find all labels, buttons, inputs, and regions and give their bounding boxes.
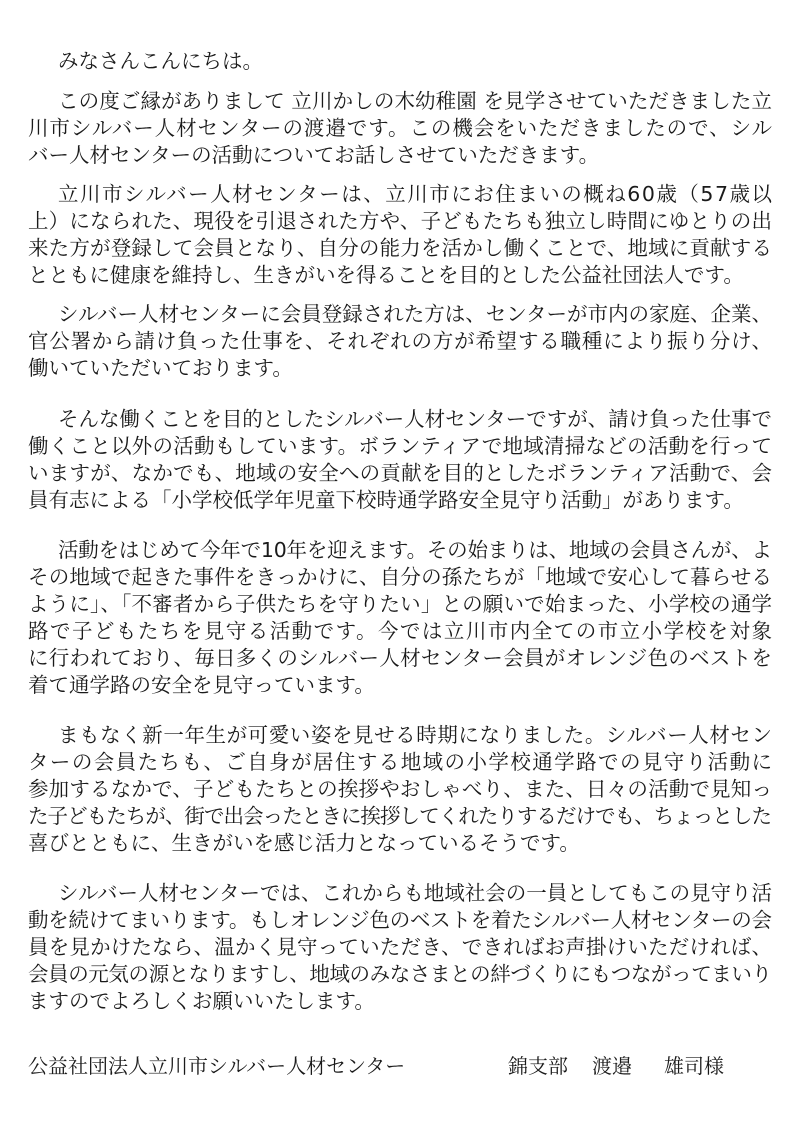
paragraph-line: ように」、「不審者から子供たちを守りたい」との願いで始まった、小学校の通学 bbox=[28, 592, 773, 616]
paragraph-line: ターの会員たちも、ご自身が居住する地域の小学校通学路での見守り活動に bbox=[28, 750, 774, 774]
paragraph-line: 員有志による「小学校低学年児童下校時通学路安全見守り活動」があります。 bbox=[28, 488, 744, 512]
paragraph-line: 員を見かけたなら、温かく見守っていただき、できればお声掛けいただければ、 bbox=[28, 935, 773, 959]
signature-given-name: 雄司様 bbox=[664, 1054, 724, 1078]
paragraph-line: に行われており、毎日多くのシルバー人材センター会員がオレンジ色のベストを bbox=[28, 646, 773, 670]
paragraph-line: そんな働くことを目的としたシルバー人材センターですが、請け負った仕事で bbox=[58, 407, 772, 431]
paragraph-line: シルバー人材センターでは、これからも地域社会の一員としてもこの見守り活 bbox=[58, 881, 772, 905]
paragraph-line: 来た方が登録して会員となり、自分の能力を活かし働くことで、地域に貢献する bbox=[28, 236, 773, 260]
paragraph-line: 喜びとともに、生きがいを感じ活力となっているそうです。 bbox=[28, 831, 580, 855]
greeting: みなさんこんにちは。 bbox=[58, 49, 263, 73]
paragraph-line: 会員の元気の源となりますし、地域のみなさまとの絆づくりにもつながってまいり bbox=[28, 962, 772, 986]
paragraph-line: 働くこと以外の活動もしています。ボランティアで地域清掃などの活動を行って bbox=[28, 434, 773, 458]
paragraph-line: この度ご縁がありまして 立川かしの木幼稚園 を見学させていただきました立 bbox=[58, 89, 773, 113]
signature-branch: 錦支部 bbox=[508, 1054, 568, 1078]
paragraph-line: 着て通学路の安全を見守っています。 bbox=[28, 673, 375, 697]
paragraph-line: まもなく新一年生が可愛い姿を見せる時期になりました。シルバー人材セン bbox=[58, 723, 773, 747]
signature-organization: 公益社団法人立川市シルバー人材センター bbox=[28, 1054, 406, 1078]
paragraph-line: 路で子どもたちを見守る活動です。今では立川市内全ての市立小学校を対象 bbox=[28, 619, 774, 643]
paragraph-line: その地域で起きた事件をきっかけに、自分の孫たちが「地域で安心して暮らせる bbox=[28, 565, 773, 589]
paragraph-line: 官公署から請け負った仕事を、それぞれの方が希望する職種により振り分け、 bbox=[28, 329, 773, 353]
paragraph-line: た子どもたちが、街で出会ったときに挨拶してくれたりするだけでも、ちょっとした bbox=[28, 804, 772, 828]
paragraph-line: 活動をはじめて今年で10年を迎えます。その始まりは、地域の会員さんが、よ bbox=[58, 538, 772, 562]
signature-surname: 渡邉 bbox=[592, 1054, 632, 1078]
paragraph-line: ますのでよろしくお願いいたします。 bbox=[28, 989, 375, 1013]
paragraph-line: いますが、なかでも、地域の安全への貢献を目的としたボランティア活動で、会 bbox=[28, 461, 773, 485]
paragraph-line: 川市シルバー人材センターの渡邉です。この機会をいただきましたので、シル bbox=[28, 116, 773, 140]
paragraph-line: バー人材センターの活動についてお話しさせていただきます。 bbox=[28, 143, 600, 167]
paragraph-line: とともに健康を維持し、生きがいを得ることを目的とした公益社団法人です。 bbox=[28, 263, 744, 287]
paragraph-line: 動を続けてまいります。もしオレンジ色のベストを着たシルバー人材センターの会 bbox=[28, 908, 772, 932]
paragraph-line: シルバー人材センターに会員登録された方は、センターが市内の家庭、企業、 bbox=[58, 302, 772, 326]
paragraph-line: 参加するなかで、子どもたちとの挨拶やおしゃべり、また、日々の活動で見知っ bbox=[28, 777, 773, 801]
paragraph-line: 立川市シルバー人材センターは、立川市にお住まいの概ね60歳（57歳以 bbox=[58, 182, 774, 206]
paragraph-line: 上）になられた、現役を引退された方や、子どもたちも独立し時間にゆとりの出 bbox=[28, 209, 773, 233]
paragraph-line: 働いていただいております。 bbox=[28, 356, 293, 380]
